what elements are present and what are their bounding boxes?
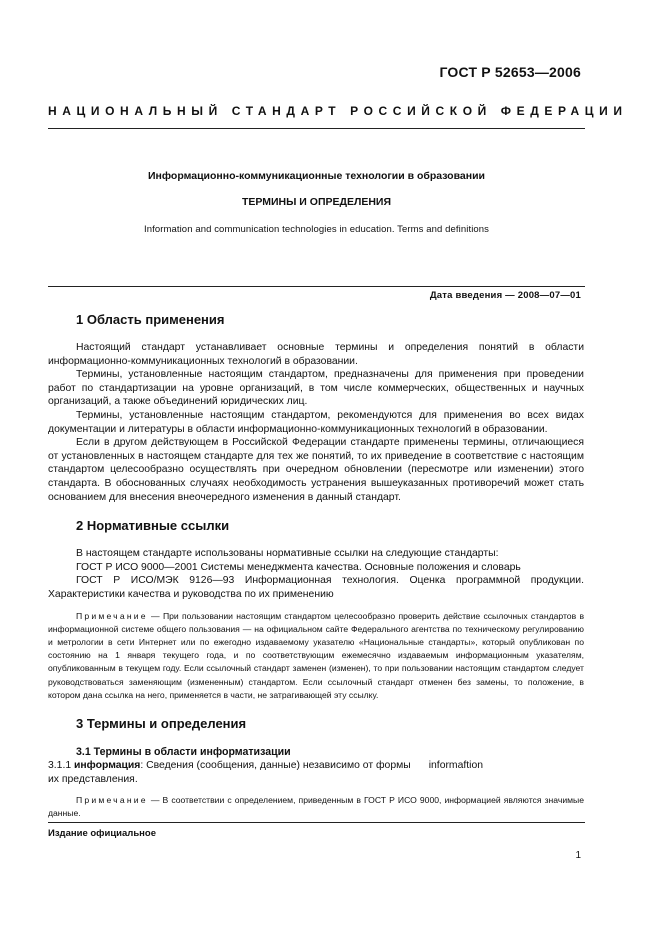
document-number: ГОСТ Р 52653—2006 <box>439 64 581 80</box>
note-label: Примечание <box>76 610 148 621</box>
note-text: При пользовании настоящим стандартом целесообразно проверить действие ссылочных стандартов в информационной системе общего пользования — на официальном сайте Федерального агентства по техническому регулированию и метрологии в сети Интернет или по ежегодно издаваемому указателю «Национальные стандарты», который опубликован по состоянию на 1 января текущего года, и по соответствующим ежемесячно издаваемым информационным указателям, опубликованным в текущем году. Если ссылочный стандарт заменен (изменен), то при пользовании настоящим стандартом следует руководствоваться заменяющим (измененным) стандартом. Если ссылочный стандарт отменен без замены, то положение, в котором дана ссылка на него, применяется в части, не затрагивающей эту ссылку. <box>48 610 585 700</box>
section-heading: 2 Нормативные ссылки <box>76 518 230 534</box>
paragraph: Термины, установленные настоящим стандартом, предназначены для применения при проведении работ по стандартизации на уровне организаций, в том числе коммерческих, общественных и научных организаций, а также объединений юридических лиц. <box>48 369 584 408</box>
term-name: информация <box>74 759 141 771</box>
section-terms <box>48 716 584 821</box>
document-title-english: Information and communication technologies in education. Terms and definitions <box>143 224 490 235</box>
top-divider <box>48 128 585 129</box>
bottom-divider <box>48 822 585 823</box>
paragraph: Настоящий стандарт устанавливает основные термины и определения понятий в области информационно-коммуникационных технологий в образовании. <box>48 342 584 367</box>
note: Примечание — В соответствии с определением, приведенным в ГОСТ Р ИСО 9000, информацией являются значимые данные. <box>48 795 584 819</box>
term-english: informaftion <box>428 759 484 771</box>
paragraph: Если в другом действующем в Российской Федерации стандарте применены термины, отличающиеся от установленных в настоящем стандарте для тех же понятий, то их приведение в соответствие с настоящим стандартом целесообразно осуществлять при очередном обновлении (пересмотре или изменении) этого стандарта. В обоснованных случаях необходимость устранения вышеуказанных противоречий может стать основанием для внесения внеочередного изменения в данный стандарт. <box>48 437 584 503</box>
term-definition: : Сведения (сообщения, данные) независимо от формы <box>140 759 411 771</box>
national-standard-banner: НАЦИОНАЛЬНЫЙ СТАНДАРТ РОССИЙСКОЙ ФЕДЕРАЦИИ <box>48 104 628 118</box>
document-title: Информационно-коммуникационные технологии в образовании <box>147 170 486 182</box>
paragraph: В настоящем стандарте использованы нормативные ссылки на следующие стандарты: <box>76 548 499 560</box>
edition-label: Издание официальное <box>48 828 156 839</box>
section-scope <box>48 312 584 504</box>
term-definition-cont: их представления. <box>48 773 138 785</box>
section-heading: 3 Термины и определения <box>76 715 247 731</box>
note-label: Примечание <box>76 795 148 806</box>
page-number: 1 <box>575 850 581 861</box>
paragraph: Термины, установленные настоящим стандартом, рекомендуются для применения во всех видах документации и литературы в области информационно-коммуникационных технологий в образовании. <box>48 409 584 435</box>
section-references <box>48 518 584 702</box>
section-heading: 1 Область применения <box>76 312 225 327</box>
reference-item: ГОСТ Р ИСО 9000—2001 Системы менеджмента качества. Основные положения и словарь <box>76 561 521 573</box>
introduction-date: Дата введения — 2008—07—01 <box>429 290 581 301</box>
note-text: В соответствии с определением, приведенным в ГОСТ Р ИСО 9000, информацией являются значимые данные. <box>48 795 584 819</box>
note: Примечание — При пользовании настоящим стандартом целесообразно проверить действие ссылочных стандартов в информационной системе общего пользования — на официальном сайте Федерального агентства по техническому регулированию и метрологии в сети Интернет или по ежегодно издаваемому указателю «Национальные стандарты», который опубликован по состоянию на 1 января текущего года, и по соответствующим ежемесячно издаваемым информационным указателям, опубликованным в текущем году. Если ссылочный стандарт заменен (изменен), то при пользовании настоящим стандартом следует руководствоваться заменяющим (измененным) стандартом. Если ссылочный стандарт отменен без замены, то положение, в котором дана ссылка на него, применяется в части, не затрагивающей эту ссылку. <box>48 610 585 700</box>
document-body <box>48 312 584 821</box>
term-number: 3.1.1 <box>48 759 72 771</box>
reference-item: ГОСТ Р ИСО/МЭК 9126—93 Информационная технология. Оценка программной продукции. Характеристики качества и руководства по их применению <box>48 575 584 600</box>
subsection-heading: 3.1 Термины в области информатизации <box>76 745 291 758</box>
middle-divider <box>48 286 585 287</box>
document-subtitle: ТЕРМИНЫ И ОПРЕДЕЛЕНИЯ <box>241 196 392 208</box>
term-entry <box>48 759 584 773</box>
